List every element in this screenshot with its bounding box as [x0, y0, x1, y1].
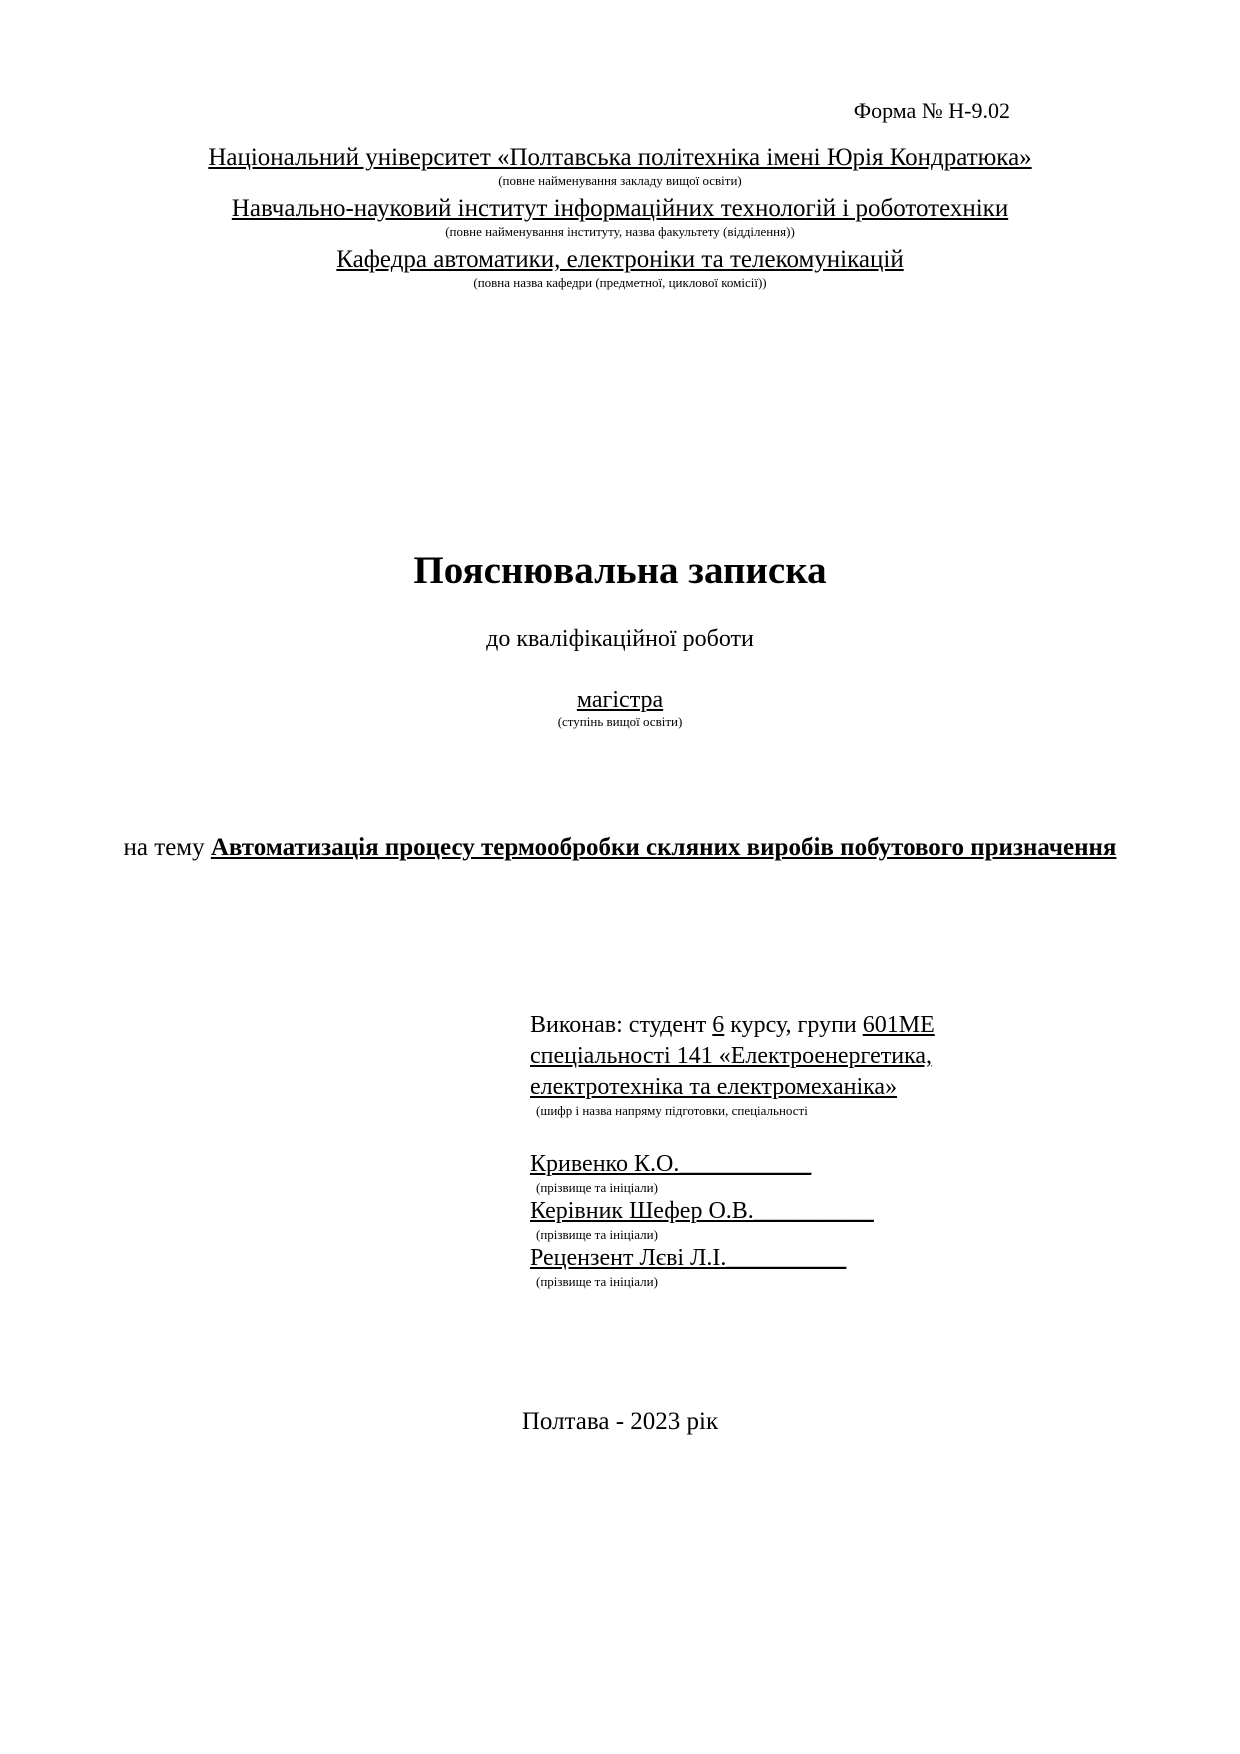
degree-level: магістра	[576, 687, 664, 713]
performer-mid: курсу, групи	[724, 1012, 863, 1038]
performer-prefix: Виконав: студент	[530, 1012, 713, 1038]
topic-line	[115, 830, 1125, 865]
topic-label: на тему	[123, 834, 211, 861]
student-name: Кривенко К.О.___________	[530, 1151, 812, 1177]
speciality-line1: спеціальності 141 «Електроенергетика,	[530, 1043, 933, 1069]
course-number: 6	[712, 1012, 725, 1038]
performer-block	[530, 1010, 1030, 1290]
speciality-line2: електротехніка та електромеханіка»	[530, 1074, 898, 1100]
department-note: (повна назва кафедри (предметної, циклової комісії))	[473, 275, 767, 290]
subtitle: до кваліфікаційної роботи	[486, 626, 754, 652]
speciality-note: (шифр і назва напряму підготовки, спеціальності	[536, 1103, 808, 1118]
main-title: Пояснювальна записка	[413, 549, 827, 592]
header-block	[115, 143, 1125, 296]
reviewer-name: Рецензент Лєві Л.І.__________	[530, 1245, 847, 1271]
reviewer-note: (прізвище та ініціали)	[536, 1274, 658, 1289]
university-note: (повне найменування закладу вищої освіти)	[498, 173, 742, 188]
institute-name: Навчально-науковий інститут інформаційних технологій і робототехніки	[231, 195, 1009, 222]
student-note: (прізвище та ініціали)	[536, 1180, 658, 1195]
topic-text: Автоматизація процесу термообробки скляних виробів побутового призначення	[210, 834, 1117, 861]
university-name: Національний університет «Полтавська політехніка імені Юрія Кондратюка»	[208, 144, 1032, 171]
form-number: Форма № Н-9.02	[853, 98, 1010, 123]
degree-note: (ступінь вищої освіти)	[557, 714, 683, 729]
group-number: 601МЕ	[862, 1012, 935, 1038]
degree-block	[0, 686, 1240, 730]
city-year: Полтава - 2023 рік	[521, 1408, 719, 1435]
supervisor-name: Керівник Шефер О.В.__________	[530, 1198, 874, 1224]
department-name: Кафедра автоматики, електроніки та телекомунікацій	[336, 246, 904, 273]
supervisor-note: (прізвище та ініціали)	[536, 1227, 658, 1242]
performer-line	[530, 1010, 1030, 1041]
institute-note: (повне найменування інституту, назва факультету (відділення))	[445, 224, 795, 239]
